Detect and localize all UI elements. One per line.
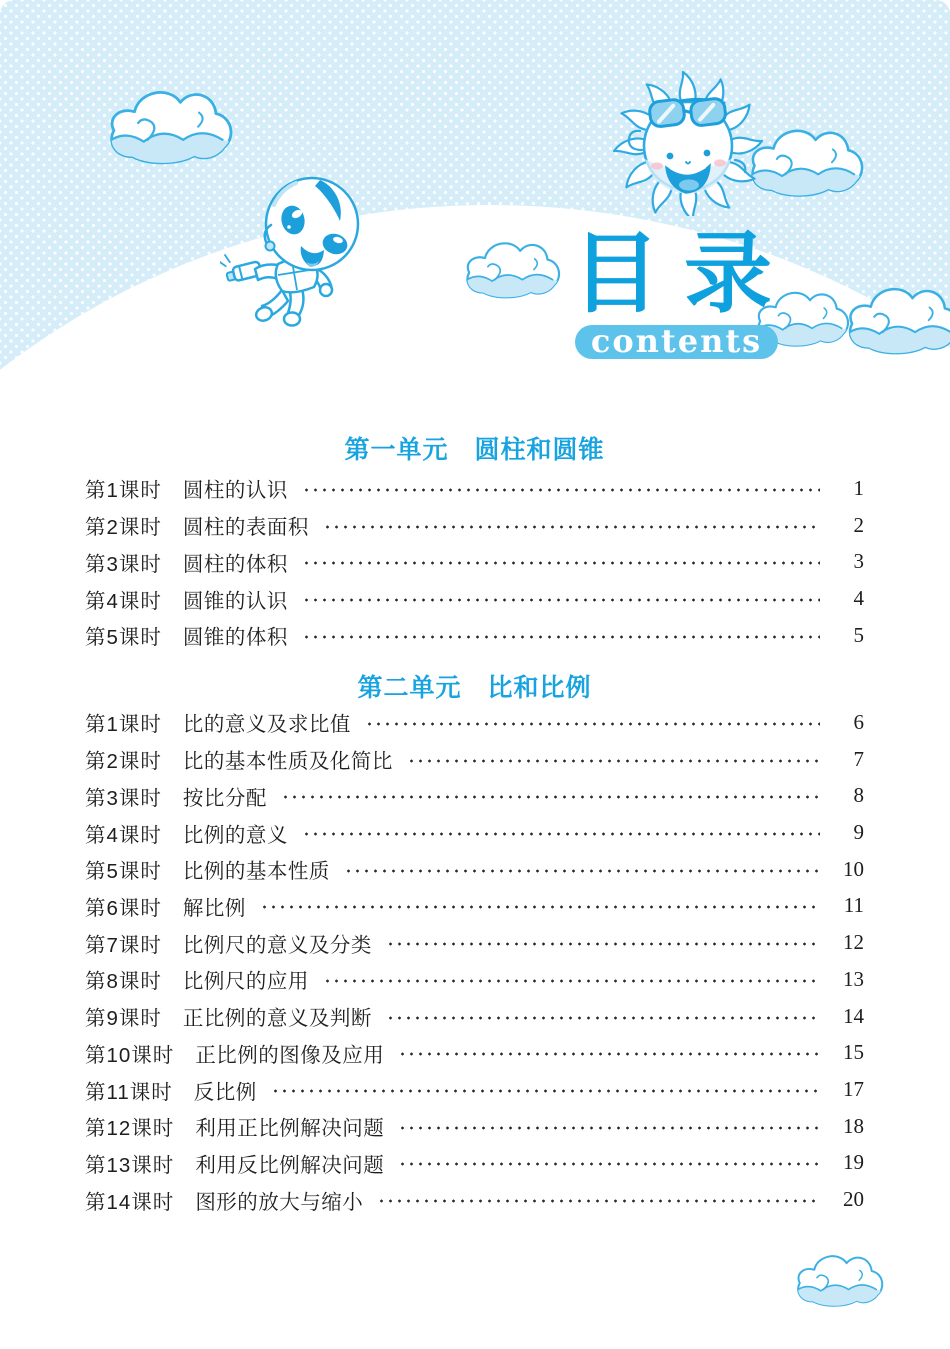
page-number: 8 (853, 783, 864, 808)
toc-row (85, 543, 864, 580)
toc-row (85, 741, 864, 778)
toc-row (85, 961, 864, 998)
page-number: 10 (843, 856, 864, 881)
toc-row (85, 1181, 864, 1218)
lesson-label: 第9课时 (85, 1007, 162, 1031)
dotted-leader (302, 487, 820, 493)
lesson-label: 第5课时 (85, 626, 162, 650)
lesson-label: 第14课时 (85, 1190, 175, 1214)
toc-row (85, 617, 864, 654)
lesson-label: 第7课时 (85, 933, 162, 957)
lesson-label: 第4课时 (85, 589, 162, 613)
page-number: 2 (853, 512, 864, 537)
dotted-leader (398, 1125, 820, 1131)
section-rows-unit-2 (85, 704, 864, 1218)
lesson-title: 按比分配 (182, 786, 267, 810)
lesson-label: 第12课时 (85, 1117, 175, 1141)
lesson-label: 第2课时 (85, 750, 162, 774)
section-heading-unit-1: 第一单元 圆柱和圆锥 (344, 436, 605, 464)
dotted-leader (302, 634, 820, 640)
toc-row (85, 507, 864, 544)
lesson-title: 正比例的意义及判断 (182, 1007, 372, 1031)
lesson-title: 圆柱的表面积 (182, 516, 309, 540)
dotted-leader (398, 1161, 820, 1167)
lesson-label: 第6课时 (85, 896, 162, 920)
lesson-title: 圆柱的认识 (182, 479, 288, 503)
lesson-label: 第11课时 (85, 1080, 173, 1104)
lesson-label: 第10课时 (85, 1043, 175, 1067)
lesson-title: 比例尺的应用 (182, 970, 309, 994)
toc-row (85, 1108, 864, 1145)
page-number: 20 (843, 1187, 864, 1212)
page-number: 7 (853, 746, 864, 771)
dotted-leader (398, 1051, 820, 1057)
lesson-label: 第3课时 (85, 552, 162, 576)
lesson-label: 第3课时 (85, 786, 162, 810)
page-number: 17 (843, 1077, 864, 1102)
toc-row (85, 1034, 864, 1071)
lesson-title: 利用反比例解决问题 (195, 1153, 385, 1177)
toc-row (85, 580, 864, 617)
page-number: 3 (853, 549, 864, 574)
dotted-leader (302, 597, 820, 603)
lesson-title: 利用正比例解决问题 (195, 1117, 385, 1141)
page-number: 12 (843, 930, 864, 955)
dotted-leader (386, 1015, 820, 1021)
lesson-title: 解比例 (182, 896, 246, 920)
page-number: 13 (843, 966, 864, 991)
lesson-label: 第13课时 (85, 1153, 175, 1177)
page-number: 5 (853, 622, 864, 647)
dotted-leader (386, 941, 820, 947)
page-number: 4 (853, 586, 864, 611)
page-subtitle-pill: contents (575, 325, 778, 359)
dotted-leader (281, 794, 820, 800)
lesson-label: 第8课时 (85, 970, 162, 994)
dotted-leader (323, 978, 820, 984)
lesson-label: 第1课时 (85, 713, 162, 737)
toc-row (85, 998, 864, 1035)
dotted-leader (323, 524, 820, 530)
page-number: 6 (853, 709, 864, 734)
dotted-leader (407, 758, 820, 764)
lesson-label: 第2课时 (85, 516, 162, 540)
section-heading-unit-2: 第二单元 比和比例 (357, 674, 592, 702)
lesson-label: 第4课时 (85, 823, 162, 847)
lesson-title: 比的基本性质及化简比 (182, 750, 393, 774)
lesson-label: 第1课时 (85, 479, 162, 503)
toc-row (85, 814, 864, 851)
toc-row (85, 888, 864, 925)
page-number: 11 (843, 893, 864, 918)
lesson-title: 比的意义及求比值 (182, 713, 351, 737)
page-number: 14 (843, 1003, 864, 1028)
page-title-char-1: 目 (572, 224, 661, 323)
dotted-leader (365, 721, 820, 727)
lesson-title: 比例尺的意义及分类 (182, 933, 372, 957)
table-of-contents (85, 0, 864, 1349)
dotted-leader (271, 1088, 820, 1094)
page-number: 9 (853, 820, 864, 845)
page-title-char-2: 录 (683, 224, 772, 323)
toc-row (85, 777, 864, 814)
toc-row (85, 924, 864, 961)
lesson-title: 比例的基本性质 (182, 860, 330, 884)
section-rows-unit-1 (85, 470, 864, 654)
page-number: 1 (853, 475, 864, 500)
dotted-leader (377, 1198, 820, 1204)
lesson-title: 圆锥的体积 (182, 626, 288, 650)
toc-row (85, 1071, 864, 1108)
dotted-leader (344, 868, 820, 874)
toc-row (85, 470, 864, 507)
page-number: 18 (843, 1113, 864, 1138)
lesson-title: 图形的放大与缩小 (195, 1190, 364, 1214)
page-number: 15 (843, 1040, 864, 1065)
lesson-title: 圆锥的认识 (182, 589, 288, 613)
lesson-title: 圆柱的体积 (182, 552, 288, 576)
lesson-title: 比例的意义 (182, 823, 288, 847)
page-number: 19 (843, 1150, 864, 1175)
toc-row (85, 851, 864, 888)
lesson-title: 正比例的图像及应用 (195, 1043, 385, 1067)
lesson-label: 第5课时 (85, 860, 162, 884)
dotted-leader (302, 560, 820, 566)
toc-row (85, 704, 864, 741)
dotted-leader (302, 831, 820, 837)
lesson-title: 反比例 (193, 1080, 257, 1104)
toc-row (85, 1145, 864, 1182)
dotted-leader (260, 904, 820, 910)
